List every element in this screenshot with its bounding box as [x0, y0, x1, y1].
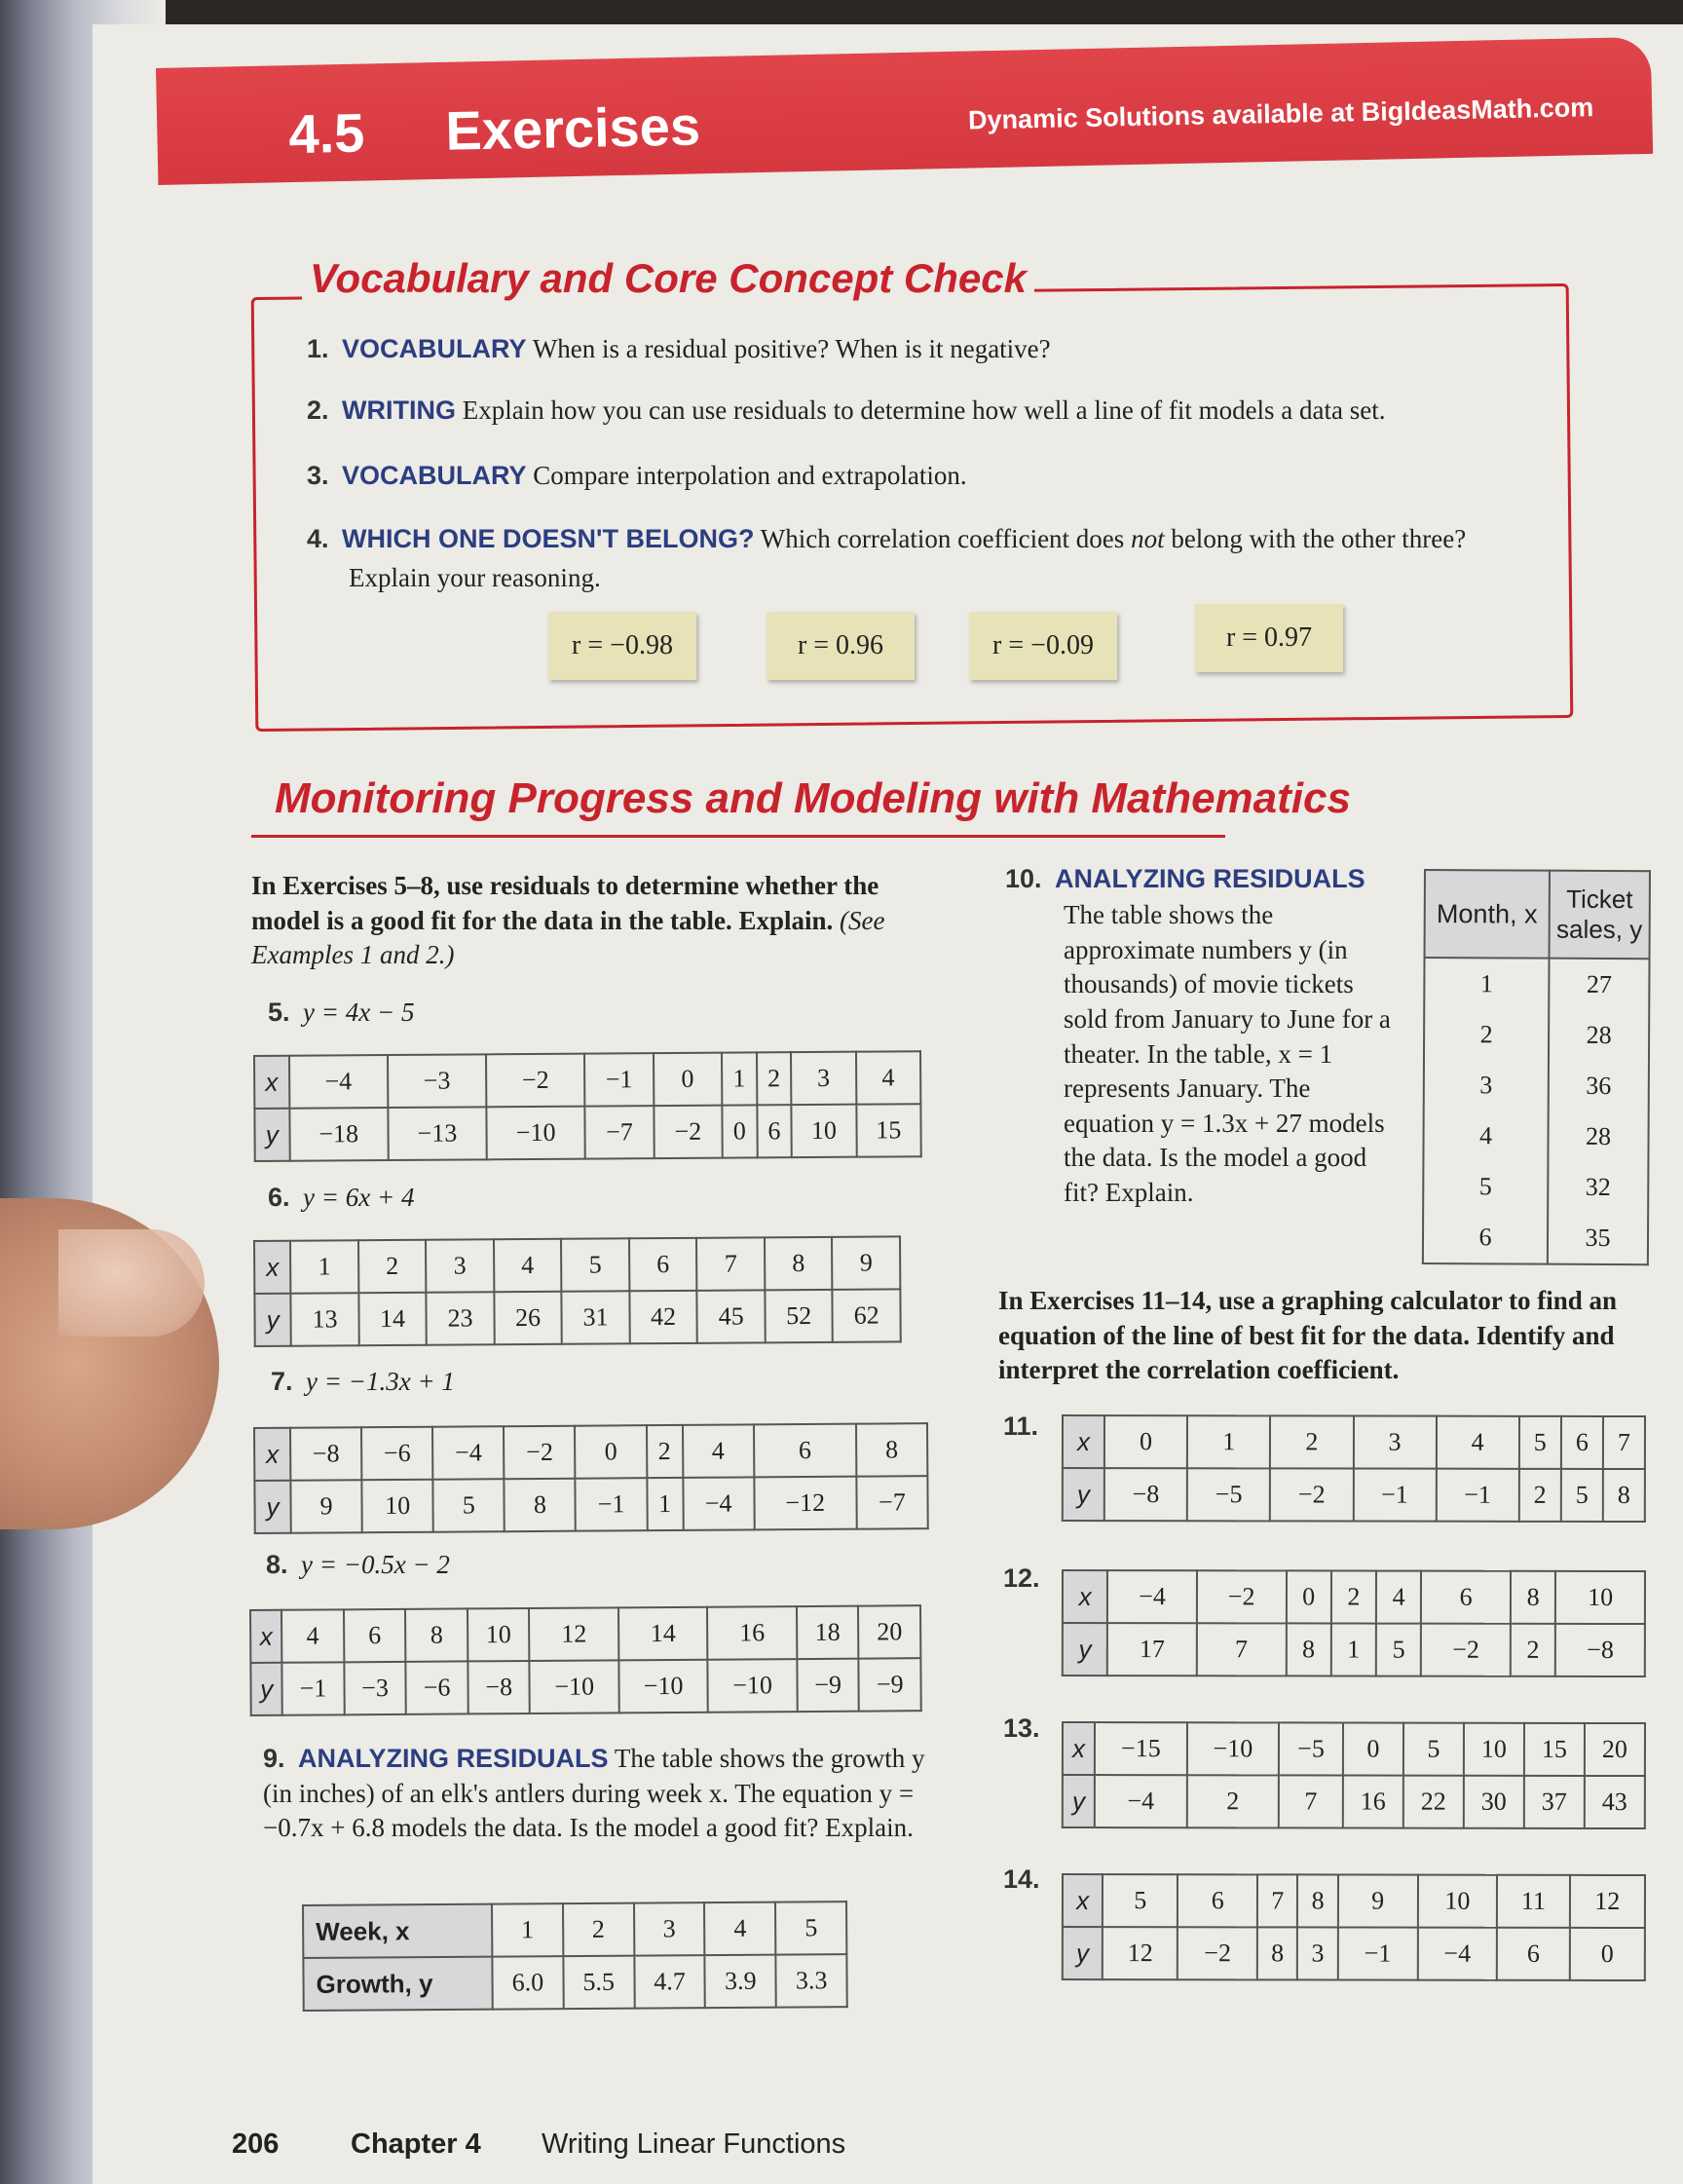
exercise-10-text: The table shows the approximate numbers y (in thousands) of movie tickets sold from January to June for a theater. In the table, x = 1 represents January. The equation y = 1.3x + 27 models the data. Is the model a good fit? Explain.: [1064, 900, 1391, 1207]
r-card-3: r = −0.09: [969, 612, 1117, 680]
table-row: y −1 −3 −6 −8 −10 −10 −10 −9 −9: [250, 1658, 920, 1715]
table-row: y 9 10 5 8 −1 1 −4 −12 −7: [254, 1476, 927, 1533]
page-number: 206: [232, 2128, 280, 2160]
table-ex8: [249, 1604, 922, 1716]
table-row: 6 35: [1423, 1212, 1648, 1264]
thumbnail: [58, 1229, 205, 1337]
table-row: 3 36: [1424, 1060, 1649, 1111]
table-row: x 4 6 8 10 12 14 16 18 20: [250, 1605, 920, 1663]
table-ex9: [302, 1901, 848, 2012]
table-ex12: [1062, 1569, 1646, 1677]
exercise-9: 9. ANALYZING RESIDUALS The table shows the growth y (in inches) of an elk's antlers during week x. The equation y = −0.7x + 6.8 models the data. Is the model a good fit? Explain.: [263, 1744, 925, 1843]
table-ex14: [1062, 1873, 1646, 1981]
table-ex10: [1422, 869, 1651, 1265]
chapter-label: Chapter 4: [351, 2128, 481, 2160]
table-row: 2 28: [1424, 1009, 1649, 1061]
monitoring-heading: Monitoring Progress and Modeling with Mathematics: [275, 774, 1351, 822]
exercise-1: 1. VOCABULARY When is a residual positive? When is it negative?: [307, 334, 1051, 363]
exercise-2: 2. WRITING Explain how you can use residuals to determine how well a line of fit models a data set.: [307, 395, 1386, 425]
exercise-11: 11.: [1003, 1412, 1039, 1441]
exercise-7: 7. y = −1.3x + 1: [271, 1367, 455, 1396]
table-ex11: [1062, 1414, 1646, 1523]
exercise-3: 3. VOCABULARY Compare interpolation and extrapolation.: [307, 461, 967, 490]
intro-11-14: In Exercises 11–14, use a graphing calculator to find an equation of the line of best fit for the data. Identify and interpret the correlation coefficient.: [998, 1286, 1618, 1385]
exercise-13: 13.: [1003, 1713, 1040, 1743]
table-row: x −8 −6 −4 −2 0 2 4 6 8: [254, 1423, 927, 1481]
heading-rule: [251, 835, 1225, 838]
section-title: Exercises: [444, 94, 701, 162]
table-row: x 5 6 7 8 9 10 11 12: [1063, 1874, 1645, 1928]
table-row: x 0 1 2 3 4 5 6 7: [1063, 1415, 1645, 1469]
table-row: y −18 −13 −10 −7 −2 0 6 10 15: [254, 1104, 920, 1161]
table-row: 4 28: [1423, 1111, 1648, 1162]
table-ex7: [253, 1422, 929, 1534]
vocabulary-heading: Vocabulary and Core Concept Check: [302, 255, 1034, 302]
exercise-8: 8. y = −0.5x − 2: [266, 1550, 450, 1579]
table-row: y −4 2 7 16 22 30 37 43: [1063, 1775, 1645, 1828]
table-ex6: [253, 1235, 902, 1347]
section-number: 4.5: [287, 101, 365, 166]
table-row: x −15 −10 −5 0 5 10 15 20: [1063, 1722, 1645, 1776]
r-card-4: r = 0.97: [1195, 604, 1343, 672]
table-row: Month, x Ticket sales, y: [1425, 870, 1650, 959]
table-row: x −4 −2 0 2 4 6 8 10: [1063, 1570, 1645, 1624]
r-card-1: r = −0.98: [548, 612, 696, 680]
exercise-4: 4. WHICH ONE DOESN'T BELONG? Which correlation coefficient does not belong with the other three?: [307, 524, 1467, 553]
table-row: Growth, y 6.0 5.5 4.7 3.9 3.3: [303, 1954, 846, 2011]
table-row: Week, x 1 2 3 4 5: [303, 1902, 846, 1958]
table-row: 5 32: [1423, 1161, 1648, 1213]
table-ex13: [1062, 1721, 1646, 1829]
exercise-10-label: 10. ANALYZING RESIDUALS: [1005, 864, 1365, 893]
table-row: 1 27: [1424, 958, 1649, 1010]
dynamic-solutions-link[interactable]: Dynamic Solutions available at BigIdeasMath.com: [967, 93, 1594, 135]
intro-5-8: In Exercises 5–8, use residuals to determine whether the model is a good fit for the data in the table. Explain. (See Examples 1 and 2.): [251, 871, 885, 970]
exercise-12: 12.: [1003, 1563, 1040, 1593]
exercise-4-line2: Explain your reasoning.: [349, 563, 601, 592]
table-row: x −4 −3 −2 −1 0 1 2 3 4: [254, 1051, 920, 1109]
exercise-14: 14.: [1003, 1864, 1040, 1894]
exercise-6: 6. y = 6x + 4: [268, 1183, 415, 1212]
table-row: y 12 −2 8 3 −1 −4 6 0: [1063, 1927, 1645, 1980]
table-row: y −8 −5 −2 −1 −1 2 5 8: [1063, 1468, 1645, 1522]
table-row: y 13 14 23 26 31 42 45 52 62: [254, 1289, 900, 1346]
table-ex5: [253, 1050, 922, 1162]
r-card-2: r = 0.96: [767, 612, 915, 680]
exercise-5: 5. y = 4x − 5: [268, 998, 415, 1027]
chapter-title: Writing Linear Functions: [542, 2128, 846, 2160]
table-row: y 17 7 8 1 5 −2 2 −8: [1063, 1623, 1645, 1676]
table-row: x 1 2 3 4 5 6 7 8 9: [254, 1236, 900, 1294]
